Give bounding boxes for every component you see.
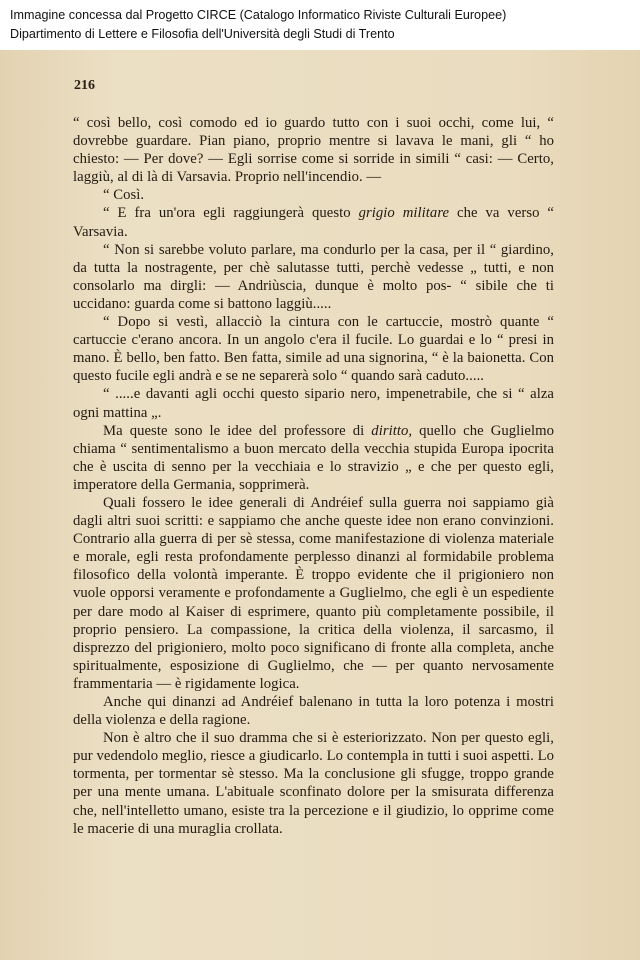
italic-phrase: diritto, [371,422,413,439]
paragraph: Quali fossero le idee generali di Andréief sulla guerra noi sappiamo già dagli altri suoi scritti: e sappiamo che anche queste idee non erano convinzioni. Contrario alla guerra di per sè stessa, come manifestazione di violenza materiale e morale, egli resta profondamente perplesso dinanzi al formidabile problema filosofico della volontà imperante. È troppo evidente che il prigioniero non vuole opporsi veramente e profondamente a Guglielmo, che egli è un espediente per dare modo al Kaiser di esprimere, quanto più completamente possibile, il proprio pensiero. La compassione, la critica della violenza, il sarcasmo, il disprezzo del prigioniero, molto poco significano di fronte alla completa, anche spiritualmente, esposizione di Guglielmo, che — per quanto nervosamente frammentaria — è rigidamente logica. [73,494,554,692]
paragraph: “ Non si sarebbe voluto parlare, ma condurlo per la casa, per il “ giardino, da tutta la nostragente, per chè salutasse tutti, perchè vedesse „ tutti, e non consolarlo ma dirgli: — Andriùscia, dunque è molto pos- “ sibile che ti uccidano: guarda come si battono laggiù..... [73,241,554,312]
source-banner [0,0,640,50]
banner-line-2: Dipartimento di Lettere e Filosofia dell'Università degli Studi di Trento [10,27,395,41]
paragraph: “ così bello, così comodo ed io guardo tutto con i suoi occhi, come lui, “ dovrebbe guardare. Pian piano, proprio mentre si lavava le mani, gli “ ho chiesto: — Per dove? — Egli sorrise come si sorride in simili “ casi: — Certo, laggiù, al di là di Varsavia. Proprio nell'incendio. — [73,115,554,186]
paragraph: “ Così. [103,187,145,204]
paragraph-text: Ma queste sono le idee del professore di [103,422,372,439]
paragraph-text: che va verso “ Varsavia. [73,205,555,240]
paragraph: “ Dopo si vestì, allacciò la cintura con le cartuccie, mostrò quante “ cartuccie c'erano ancora. In un angolo c'era il fucile. Lo guardai e lo “ presi in mano. È bello, ben fatto. Ben fatta, simile ad una signorina, “ è la baionetta. Con questo fucile egli andrà e se ne separerà solo “ quando sarà caduto..... [73,314,554,385]
paragraph-text: “ E fra un'ora egli raggiungerà questo [103,205,359,222]
body-text [73,114,554,838]
paragraph [73,422,554,494]
page-number: 216 [74,78,95,93]
banner-line-1: Immagine concessa dal Progetto CIRCE (Catalogo Informatico Riviste Culturali Europee) [10,8,507,22]
paragraph [73,204,554,240]
italic-phrase: grigio militare [358,205,450,222]
paragraph-text: quello che Guglielmo chiama “ sentimentalismo a buon mercato della vecchia stupida Europa ipocrita che è uscita di senno per la vecchiaia e lo stravizio „ e che per questo egli, imperatore della Germania, sopprimerà. [73,422,554,493]
paragraph: Non è altro che il suo dramma che si è esteriorizzato. Non per questo egli, pur vedendolo meglio, riesce a giudicarlo. Lo contempla in tutti i suoi aspetti. Lo tormenta, per tormentar sè stesso. Ma la conclusione gli sfugge, troppo grande per una mente umana. L'abituale sconfinato dolore per la smisurata differenza che, nell'intelletto umano, esiste tra la percezione e il giudizio, lo opprime come le macerie di una muraglia crollata. [73,730,554,837]
paragraph: Anche qui dinanzi ad Andréief balenano in tutta la loro potenza i mostri della violenza e della ragione. [73,694,554,729]
scanned-page [0,50,640,960]
paragraph: “ .....e davanti agli occhi questo sipario nero, impenetrabile, che si “ alza ogni mattina „. [73,386,554,421]
